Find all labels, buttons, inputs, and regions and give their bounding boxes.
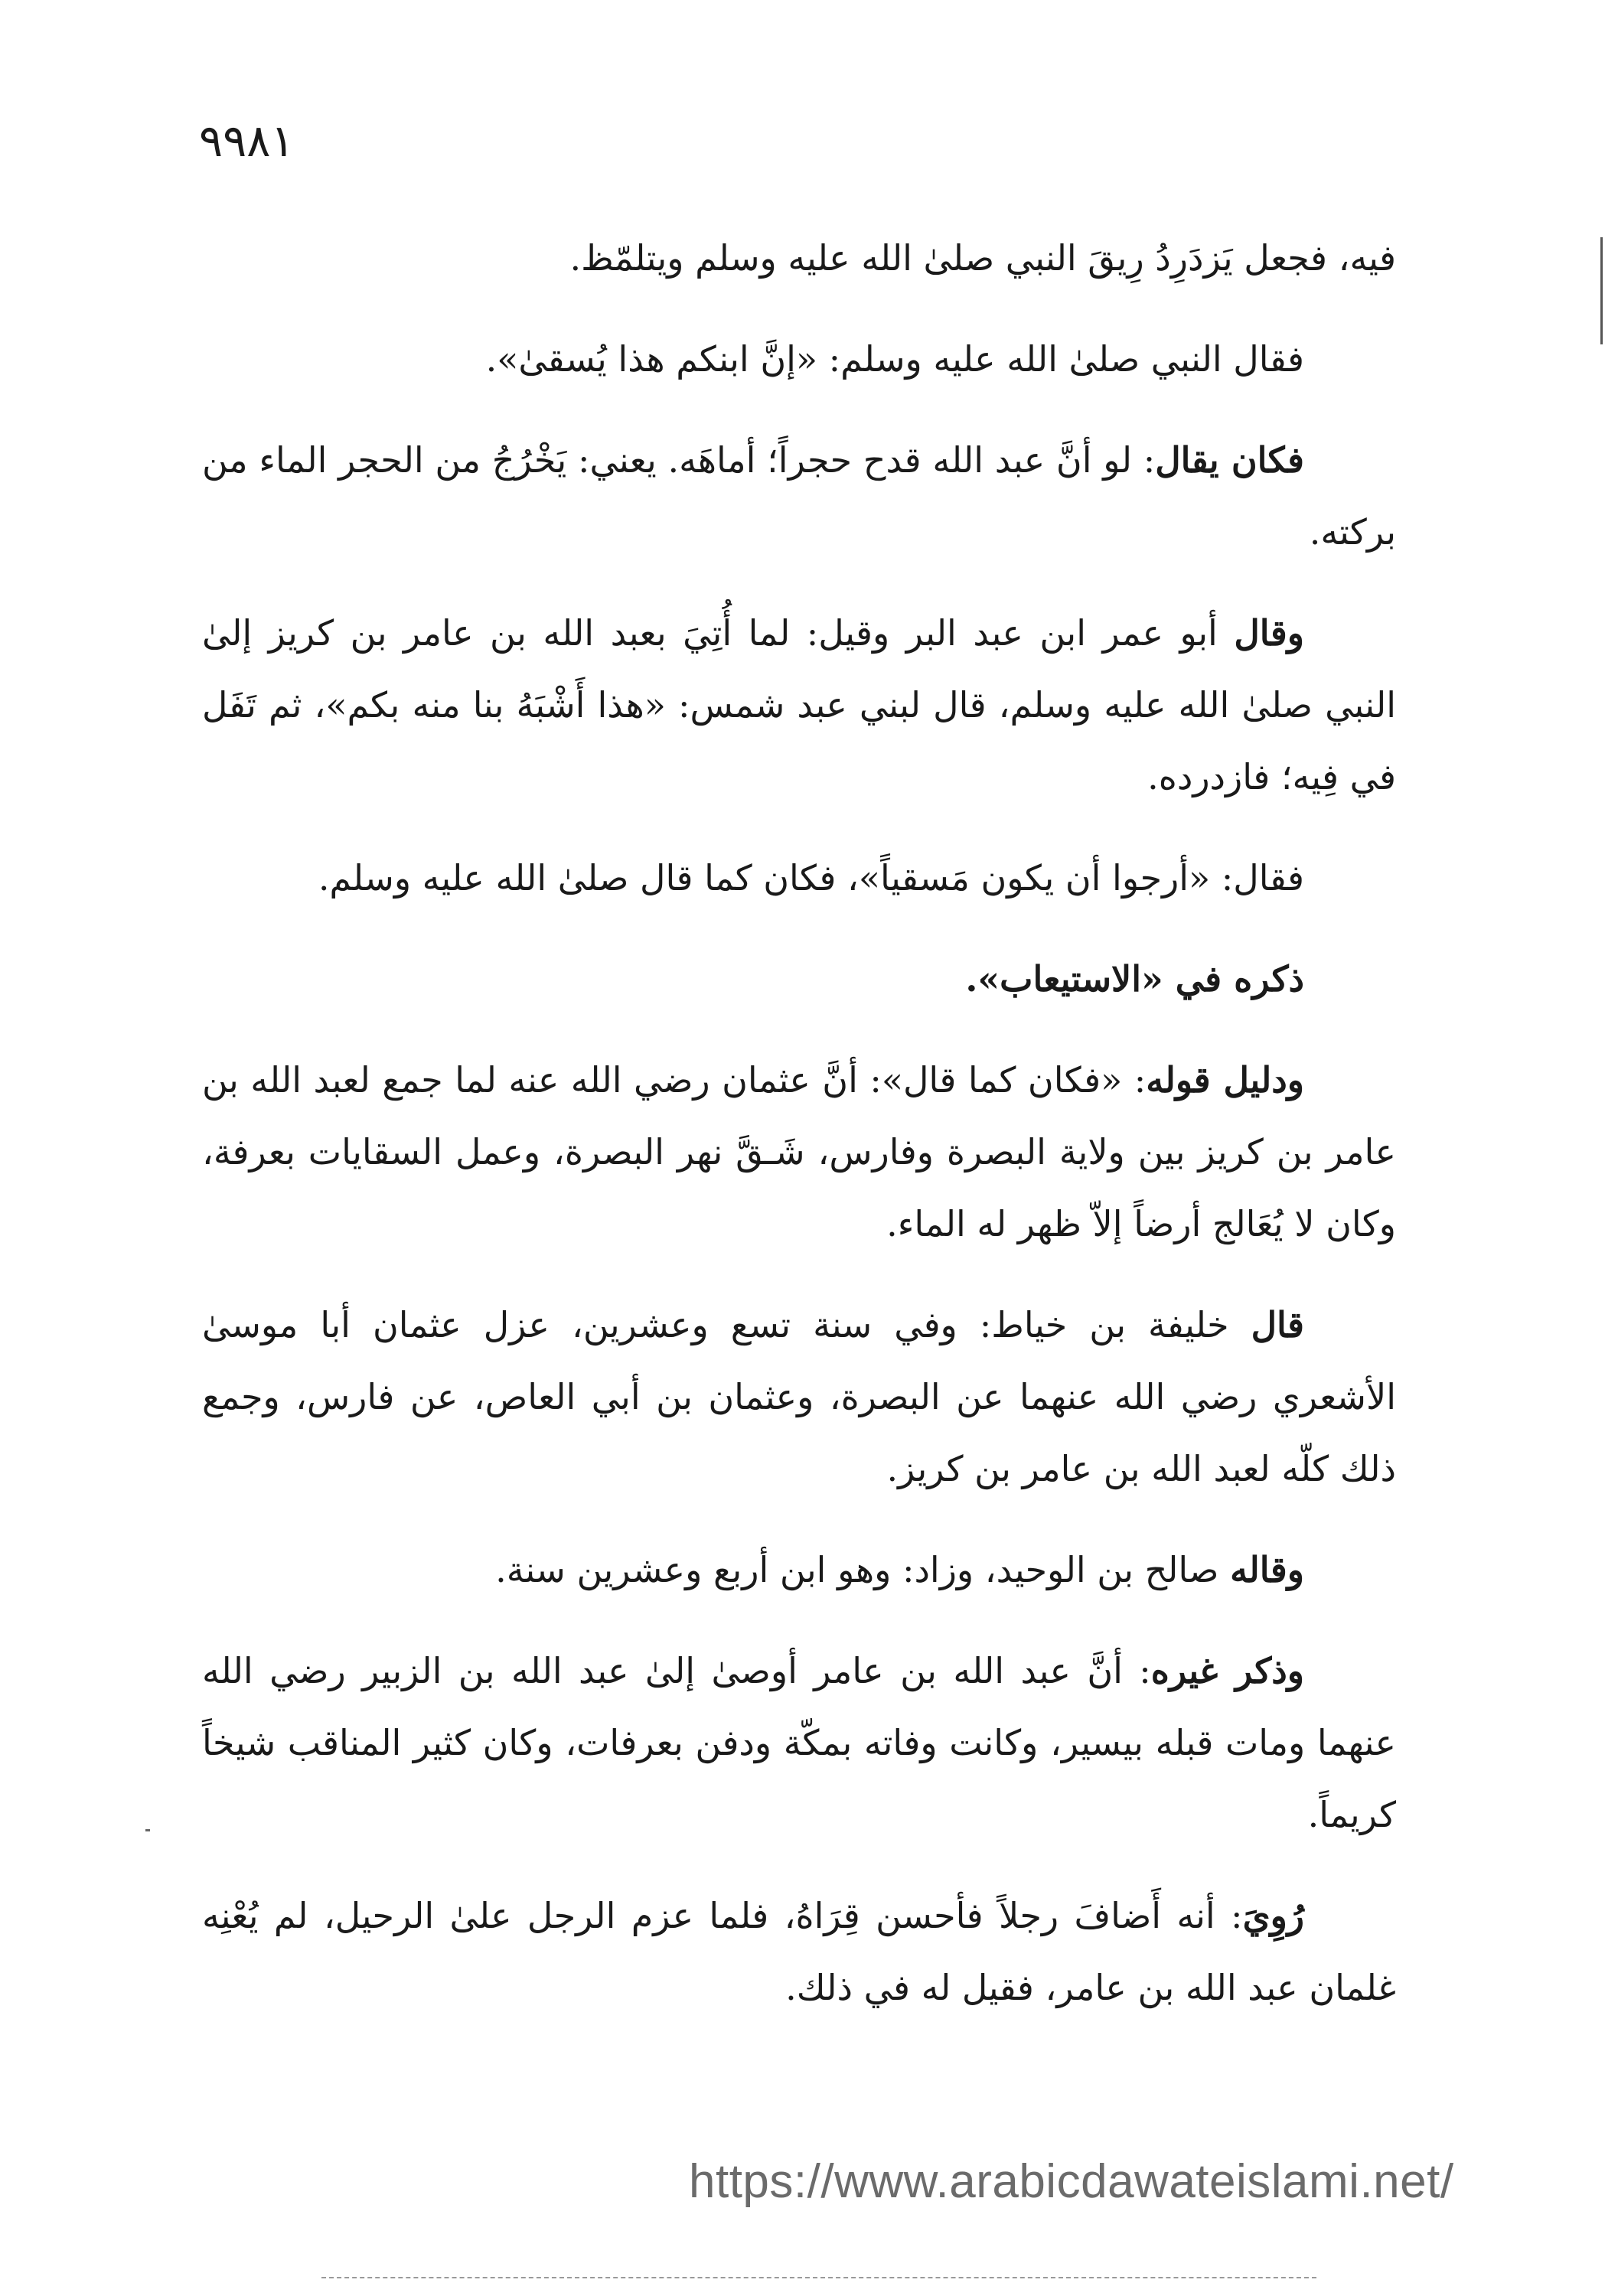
paragraph-text: فقال: «أرجوا أن يكون مَسقياً»، فكان كما قال صلىٰ الله عليه وسلم.	[318, 857, 1304, 899]
paragraph	[202, 1534, 1396, 1606]
paragraph	[202, 323, 1396, 395]
paragraph-text: فيه، فجعل يَزدَرِدُ رِيقَ النبي صلىٰ الله عليه وسلم ويتلمّظ.	[569, 237, 1396, 279]
paragraph-lead: فكان يقال	[1155, 439, 1305, 481]
paragraph	[202, 842, 1396, 914]
paragraph-lead: ودليل قوله	[1146, 1059, 1304, 1101]
bottom-rule	[321, 2277, 1316, 2280]
paragraph	[202, 1880, 1396, 2024]
paragraph	[202, 597, 1396, 813]
paragraph-lead: رُوِيَ	[1242, 1895, 1304, 1936]
paragraph-lead: وذكر غيره	[1150, 1650, 1304, 1691]
paragraph-text: صالح بن الوحيد، وزاد: وهو ابن أربع وعشرين سنة.	[495, 1549, 1231, 1590]
watermark-url: https://www.arabicdawateislami.net/	[689, 2155, 1454, 2208]
paragraph-lead: قال	[1251, 1304, 1304, 1345]
paragraph-text: أبو عمر ابن عبد البر وقيل: لما أُتِيَ بعبد الله بن عامر بن كريز إلىٰ النبي صلىٰ الله عليه وسلم، قال لبني عبد شمس: «هذا أَشْبَهُ بنا منه بكم»، ثم تَفَل في فِيه؛ فازدرده.	[202, 612, 1396, 797]
page-body	[202, 222, 1396, 2053]
margin-mark	[1600, 237, 1603, 344]
paragraph	[202, 222, 1396, 294]
paragraph	[202, 943, 1396, 1015]
paragraph	[202, 1289, 1396, 1505]
paragraph-lead: وقال	[1234, 612, 1304, 654]
paragraph-text: خليفة بن خياط: وفي سنة تسع وعشرين، عزل عثمان أبا موسىٰ الأشعري رضي الله عنهما عن البصرة، وعثمان بن أبي العاص، عن فارس، وجمع ذلك كلّه لعبد الله بن عامر بن كريز.	[202, 1304, 1396, 1489]
paragraph-lead: ذكره في «الاستيعاب».	[965, 958, 1304, 1000]
paragraph-text: : أنه أَضافَ رجلاً فأحسن قِرَاهُ، فلما عزم الرجل علىٰ الرحيل، لم يُعْنِه غلمان عبد الله بن عامر، فقيل له في ذلك.	[202, 1895, 1396, 2008]
paragraph	[202, 1044, 1396, 1260]
paragraph	[202, 1635, 1396, 1851]
paragraph-text: فقال النبي صلىٰ الله عليه وسلم: «إنَّ ابنكم هذا يُسقىٰ».	[485, 338, 1304, 380]
paragraph-lead: وقاله	[1230, 1549, 1304, 1590]
page-number: ١٨٩٩	[199, 115, 295, 167]
margin-dot	[145, 1829, 150, 1831]
paragraph-text: : لو أنَّ عبد الله قدح حجراً؛ أماهَه. يعني: يَخْرُجُ من الحجر الماء من بركته.	[202, 439, 1396, 553]
paragraph	[202, 424, 1396, 568]
paragraph-text: : «فكان كما قال»: أنَّ عثمان رضي الله عنه لما جمع لعبد الله بن عامر بن كريز بين ولاية البصرة وفارس، شَـقَّ نهر البصرة، وعمل السقايات بعرفة، وكان لا يُعَالج أرضاً إلاّ ظهر له الماء.	[202, 1059, 1396, 1244]
paragraph-text: : أنَّ عبد الله بن عامر أوصىٰ إلىٰ عبد الله بن الزبير رضي الله عنهما ومات قبله بيسير، وكانت وفاته بمكّة ودفن بعرفات، وكان كثير المناقب شيخاً كريماً.	[202, 1650, 1396, 1835]
